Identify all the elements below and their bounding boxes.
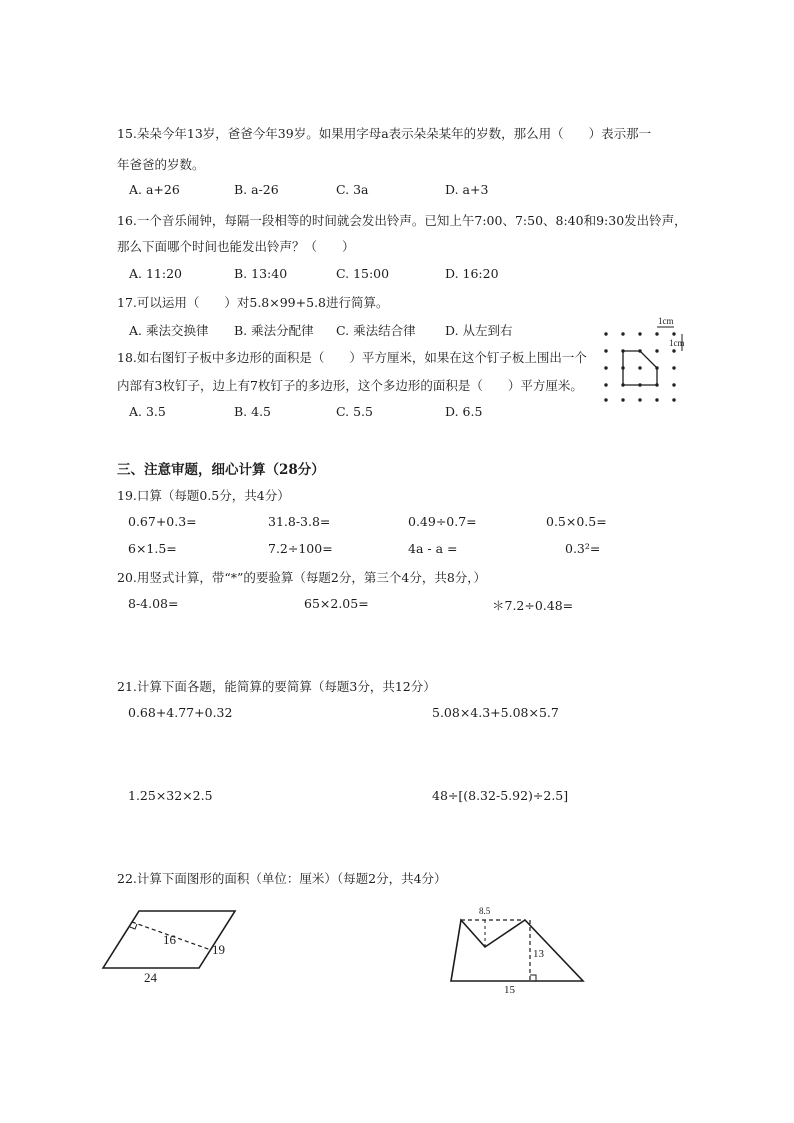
height-label: 13: [533, 948, 544, 960]
unit-label-horizontal: 1cm: [658, 316, 674, 326]
composite-shape: [451, 920, 583, 981]
q20-title: 20.用竖式计算，带“*”的要验算（每题2分，第三个4分，共8分，）: [117, 570, 487, 585]
nail-board-figure: [596, 314, 696, 404]
q19-item-1: 0.67+0.3=: [128, 514, 197, 529]
q18-stem-line2: 内部有3枚钉子，边上有7枚钉子的多边形，这个多边形的面积是（ ）平方厘米。: [117, 378, 583, 393]
parallelogram-base-label: 24: [144, 970, 157, 985]
q15-stem-line1: 15.朵朵今年13岁，爸爸今年39岁。如果用字母a表示朵朵某年的岁数，那么用（ ）表示那一: [117, 126, 652, 141]
parallelogram-figure: [100, 905, 250, 985]
parallelogram-side-label: 19: [212, 942, 225, 957]
q19-item-7: 4a - a =: [408, 541, 458, 556]
q19-item-4: 0.5×0.5=: [546, 514, 607, 529]
parallelogram-height-label: 16: [163, 932, 176, 947]
q18-option-b: B. 4.5: [234, 404, 272, 419]
section-3-title: 三、注意审题，细心计算（28分）: [117, 462, 325, 478]
q20-item-3: ＊7.2÷0.48=: [492, 598, 574, 613]
q19-item-6: 7.2÷100=: [268, 541, 333, 556]
q15-option-a: A. a+26: [129, 182, 180, 197]
composite-figure: [446, 902, 596, 997]
nail-dots: [604, 332, 675, 401]
q19-item-5: 6×1.5=: [128, 541, 177, 556]
q21-title: 21.计算下面各题，能简算的要简算（每题3分，共12分）: [117, 679, 436, 694]
unit-label-vertical: 1cm: [669, 338, 685, 348]
height-right-angle-mark: [530, 975, 536, 981]
q21-item-2: 5.08×4.3+5.08×5.7: [432, 705, 559, 720]
q16-option-d: D. 16:20: [445, 266, 499, 281]
q20-item-1: 8-4.08=: [128, 596, 179, 611]
q19-title: 19.口算（每题0.5分，共4分）: [117, 488, 290, 503]
q16-option-b: B. 13:40: [234, 266, 288, 281]
q15-option-d: D. a+3: [445, 182, 489, 197]
q17-option-d: D. 从左到右: [445, 323, 513, 338]
q16-stem-line1: 16.一个音乐闹钟，每隔一段相等的时间就会发出铃声。已知上午7:00、7:50、8:40和9:30发出铃声，: [117, 213, 687, 228]
q21-item-3: 1.25×32×2.5: [128, 788, 213, 803]
q19-item-8: 0.3²=: [565, 541, 601, 556]
q21-item-1: 0.68+4.77+0.32: [128, 705, 233, 720]
q16-option-c: C. 15:00: [336, 266, 390, 281]
q18-stem-line1: 18.如右图钉子板中多边形的面积是（ ）平方厘米，如果在这个钉子板上围出一个: [117, 350, 587, 365]
top-width-label: 8.5: [479, 906, 491, 916]
q17-stem: 17.可以运用（ ）对5.8×99+5.8进行简算。: [117, 295, 389, 310]
q19-item-3: 0.49÷0.7=: [408, 514, 477, 529]
q19-item-2: 31.8-3.8=: [268, 514, 331, 529]
bottom-width-label: 15: [504, 984, 515, 996]
q18-option-c: C. 5.5: [336, 404, 373, 419]
q15-option-c: C. 3a: [336, 182, 369, 197]
q20-item-2: 65×2.05=: [304, 596, 369, 611]
q17-option-a: A. 乘法交换律: [129, 323, 209, 338]
q18-option-a: A. 3.5: [129, 404, 166, 419]
q21-item-4: 48÷[(8.32-5.92)÷2.5]: [432, 788, 569, 803]
q17-option-b: B. 乘法分配律: [234, 323, 314, 338]
q16-option-a: A. 11:20: [129, 266, 182, 281]
q17-option-c: C. 乘法结合律: [336, 323, 416, 338]
q15-option-b: B. a-26: [234, 182, 279, 197]
q18-option-d: D. 6.5: [445, 404, 483, 419]
q15-stem-line2: 年爸爸的岁数。: [117, 157, 205, 172]
q22-title: 22.计算下面图形的面积（单位：厘米）（每题2分，共4分）: [117, 871, 447, 886]
q16-stem-line2: 那么下面哪个时间也能发出铃声？（ ）: [117, 239, 355, 254]
